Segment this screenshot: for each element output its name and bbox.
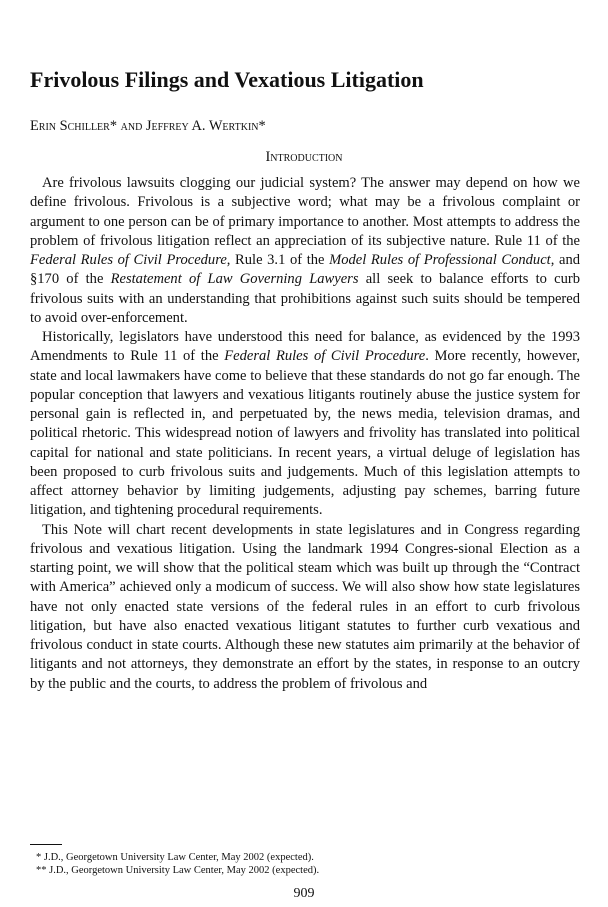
footnote-2: ** J.D., Georgetown University Law Center, May 2002 (expected). — [36, 865, 320, 876]
article-title: Frivolous Filings and Vexatious Litigation — [30, 67, 424, 92]
section-heading: Introduction — [265, 149, 343, 165]
paragraph-2 — [30, 328, 580, 521]
text-run: , and §170 of the — [30, 252, 580, 288]
italic-citation: Model Rules of Professional Conduct — [329, 252, 551, 268]
italic-citation: Restatement of Law Governing Lawyers — [110, 271, 359, 288]
text-run: Are frivolous lawsuits clogging our judicial system? The answer may depend on how we define frivolous. Frivolous is a subjective word; what may be a frivolous complaint or argument to one person can be of primary importance to another. Most attempts to address the problem of frivolous litigation reflect an appreciation of its subjective nature. Rule 11 of the — [30, 175, 580, 249]
paragraph-1 — [30, 174, 580, 328]
text-run: all seek to balance efforts to curb frivolous suits with an understanding that prohibitions against such suits should be tempered to avoid over-enforcement. — [30, 271, 580, 326]
article-authors: Erin Schiller* and Jeffrey A. Wertkin* — [30, 118, 266, 134]
footnote-divider — [30, 844, 62, 845]
italic-citation: Federal Rules of Civil Procedure — [224, 348, 426, 365]
italic-citation: Federal Rules of Civil Procedure — [30, 252, 227, 268]
article-body — [30, 174, 580, 694]
text-run: , Rule 3.1 of the — [226, 252, 330, 268]
text-run: This Note will chart recent developments in state legislatures and in Congress regarding frivolous and vexatious litigation. Using the landmark 1994 Congres-sional Election as a starting point, we will show that the political steam which was built up through the “Contract with America” achieved only a modicum of success. We will also show how state legislatures have not only enacted state versions of the federal rules in an effort to curb frivolous litigation, but have also enacted vexatious litigant statutes to further curb vexatious and frivolous conduct in state courts. Although these new statutes aim primarily at the behavior of litigants and not attorneys, they demonstrate an effort by the states, in response to an outcry by the public and the courts, to address the problem of frivolous and — [30, 521, 580, 692]
text-run: . More recently, however, state and local lawmakers have come to believe that these standards do not go far enough. The popular conception that lawyers and vexatious litigants routinely abuse the justice system for personal gain is reflected in, and perpetuated by, the news media, television dramas, and political rhetoric. This widespread notion of lawyers and frivolity has translated into political capital for national and state politicians. In recent years, a virtual deluge of legislation has been proposed to curb frivolous suits and judgements. Much of this legislation attempts to affect attorney behavior by limiting judgements, adjusting pay schemes, barring future litigation, and tightening procedural requirements. — [30, 348, 580, 519]
text-run: Historically, legislators have understood this need for balance, as evidenced by the 1993 Amendments to Rule 11 of the — [30, 329, 580, 365]
footnotes — [36, 851, 576, 877]
page-number: 909 — [293, 886, 315, 901]
paragraph-3 — [30, 521, 580, 694]
footnote-1: * J.D., Georgetown University Law Center, May 2002 (expected). — [36, 852, 314, 863]
